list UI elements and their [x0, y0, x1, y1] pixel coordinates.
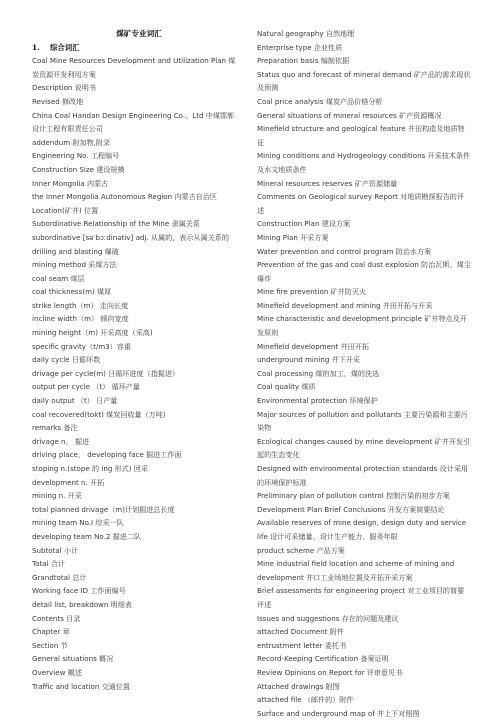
term-entry: Prevention of the gas and coal dust explosion 防治瓦斯、煤尘爆炸 [257, 260, 471, 283]
left-column [32, 27, 238, 693]
left-term-list [32, 54, 238, 693]
term-entry: driving place， developing face 掘进工作面 [32, 450, 182, 460]
term-entry: underground mining 井下开采 [257, 355, 360, 365]
term-entry: Coal quality 煤质 [257, 382, 316, 392]
term-entry: Location(矿井) 位置 [32, 205, 99, 215]
right-term-list [257, 27, 471, 720]
term-entry: Mine fire prevention 矿井防灭火 [257, 287, 367, 297]
term-entry: Mineral resources reserves 矿产资源储量 [257, 178, 398, 188]
term-entry: entrustment letter 委托书 [257, 640, 347, 650]
term-entry: daily output （t） 日产量 [32, 396, 118, 406]
term-entry: subordinative [səˈbɔːdinətiv] adj. 从属的，表示从属关系的 [32, 232, 229, 242]
section-label: 综合词汇 [50, 42, 80, 52]
term-entry: Ecological changes caused by mine development 矿井开发引起的生态变化 [257, 436, 471, 460]
term-entry: Natural geography 自然地理 [257, 29, 355, 38]
term-entry: stoping n.(stope 的 ing 形式) 回采 [32, 464, 148, 473]
term-entry: Minefield development and mining 井田开拓与开采 [257, 300, 433, 310]
term-entry: strike length（m） 走向长度 [32, 300, 129, 310]
term-entry: Enterprise type 企业性质 [257, 42, 343, 52]
term-entry: Coal Mine Resources Development and Utilization Plan 煤炭资源开发利用方案 [32, 56, 236, 79]
term-entry: Working face ID 工作面编号 [32, 586, 126, 596]
term-entry: total planned drivage（m)计划掘进总长度 [32, 504, 175, 514]
term-entry: General situations 概况 [32, 654, 114, 664]
term-entry: Grandtotal 总计 [32, 572, 87, 582]
term-entry: Preparation basis 编制依据 [257, 56, 350, 66]
document-title: 煤矿专业词汇 [116, 29, 162, 38]
term-entry: Available reserves of mine design, design duty and service life 设计可采储量、设计生产能力、服务年限 [257, 518, 467, 541]
term-entry: Issues and suggestions 存在的问题及建议 [257, 613, 399, 623]
term-entry: daily cycle 日循环数 [32, 355, 101, 365]
term-entry: attached Document 附件 [257, 627, 344, 637]
term-entry: drivage per cycle(m) 日循环进度（指掘进） [32, 368, 180, 378]
term-entry: Revised 修改地 [32, 96, 84, 106]
term-entry: specific gravity（t/m3）容重 [32, 341, 131, 351]
term-entry: Designed with environmental protection standards 设计采用的环境保护标准 [257, 464, 468, 487]
term-entry: Coal price analysis 煤炭产品价格分析 [257, 96, 383, 106]
term-entry: Water prevention and control program 防治水方案 [257, 246, 432, 256]
term-entry: Contents 目录 [32, 613, 81, 623]
term-entry: Record-Keeping Certification 备案证明 [257, 654, 389, 664]
term-entry: Coal processing 煤的加工，煤的洗选 [257, 368, 380, 378]
term-entry: Minefield structure and geological feature 井田构造及地质特征 [257, 124, 465, 147]
term-entry: Engineering No. 工程编号 [32, 151, 120, 161]
term-entry: developing team No.2 掘进二队 [32, 531, 142, 541]
term-entry: Preliminary plan of pollution control 控制污染的初步方案 [257, 491, 450, 501]
term-entry: mining method 采煤方法 [32, 260, 117, 270]
term-entry: coal recovered(tokt) 煤炭回收量（万吨) [32, 409, 166, 419]
term-entry: mining team No.I 综采一队 [32, 518, 124, 528]
term-entry: Construction Plan 建设方案 [257, 219, 351, 229]
section-number: 1. [32, 42, 40, 52]
term-entry: output per cycle （t） 循环产量 [32, 382, 140, 392]
term-entry: Overview 概述 [32, 667, 82, 677]
term-entry: detail list, breakdown 明细表 [32, 599, 132, 609]
term-entry: mining n. 开采 [32, 491, 82, 501]
term-entry: Construction Size 建设规模 [32, 164, 125, 174]
term-entry: Description 说明书 [32, 83, 96, 93]
term-entry: product scheme 产品方案 [257, 545, 345, 555]
term-entry: Total 合计 [32, 559, 66, 569]
term-entry: the Inner Mongolia Autonomous Region 内蒙古自治区 [32, 192, 217, 202]
term-entry: Traffic and location 交通位置 [32, 681, 130, 691]
term-entry: Attached drawings 附图 [257, 681, 340, 691]
term-entry: China Coal Handan Design Engineering Co.、Ltd 中煤邯郸设计工程有限责任公司 [32, 110, 235, 134]
right-column [257, 27, 471, 720]
term-entry: Chapter 章 [32, 627, 70, 637]
term-entry: Inner Mongolia 内蒙古 [32, 178, 109, 188]
term-entry: coal thickness(m) 煤厚 [32, 287, 112, 297]
term-entry: drilling and blasting 爆破 [32, 246, 119, 256]
term-entry: Development Plan Brief Conclusions 开发方案简要结论 [257, 504, 445, 514]
term-entry: Review Opinions on Report for 评审意见书 [257, 667, 403, 677]
term-entry: Status quo and forecast of mineral demand 矿产品的需求现状及预测 [257, 69, 471, 93]
term-entry: Surface and underground map of 井上下对照图 [257, 708, 420, 718]
term-entry: attached file （邮件的）附件 [257, 695, 354, 705]
term-entry: Environmental protection 环境保护 [257, 396, 378, 406]
term-entry: development n. 开拓 [32, 477, 105, 487]
term-entry: Mine characteristic and development principle 矿井特点及开发原则 [257, 314, 467, 338]
term-entry: Subordinative Relationship of the Mine 隶属关系 [32, 219, 200, 229]
term-entry: Subtotal 小计 [32, 545, 79, 555]
term-entry: Minefield development 井田开拓 [257, 341, 369, 351]
section-heading [32, 41, 238, 55]
term-entry: Section 节 [32, 640, 68, 650]
term-entry: mining height（m) 开采高度（采高) [32, 328, 153, 338]
term-entry: addendum 附加物,附录 [32, 137, 111, 147]
term-entry: Mining conditions and Hydrogeology conditions 开采技术条件及水文地质条件 [257, 151, 471, 174]
term-entry: incline width（m） 倾向宽度 [32, 314, 129, 324]
term-entry: Comments on Geological survey Report 对地质勘探报告的评述 [257, 192, 464, 215]
term-entry: remarks 备注 [32, 423, 78, 433]
term-entry: Mining Plan 开采方案 [257, 232, 329, 242]
term-entry: General situations of mineral resources 矿产资源概况 [257, 110, 442, 120]
term-entry: Mine industrial field location and scheme of mining and development 井口工业场地位置及开拓开采方案 [257, 559, 455, 582]
term-entry: drivage n。 掘进 [32, 436, 90, 446]
term-entry: Major sources of pollution and pollutants 主要污染源和主要污染物 [257, 409, 468, 433]
term-entry: coal seam 煤层 [32, 273, 85, 283]
term-entry: Brief assessments for engineering project 对工业项目的简要评述 [257, 586, 465, 609]
